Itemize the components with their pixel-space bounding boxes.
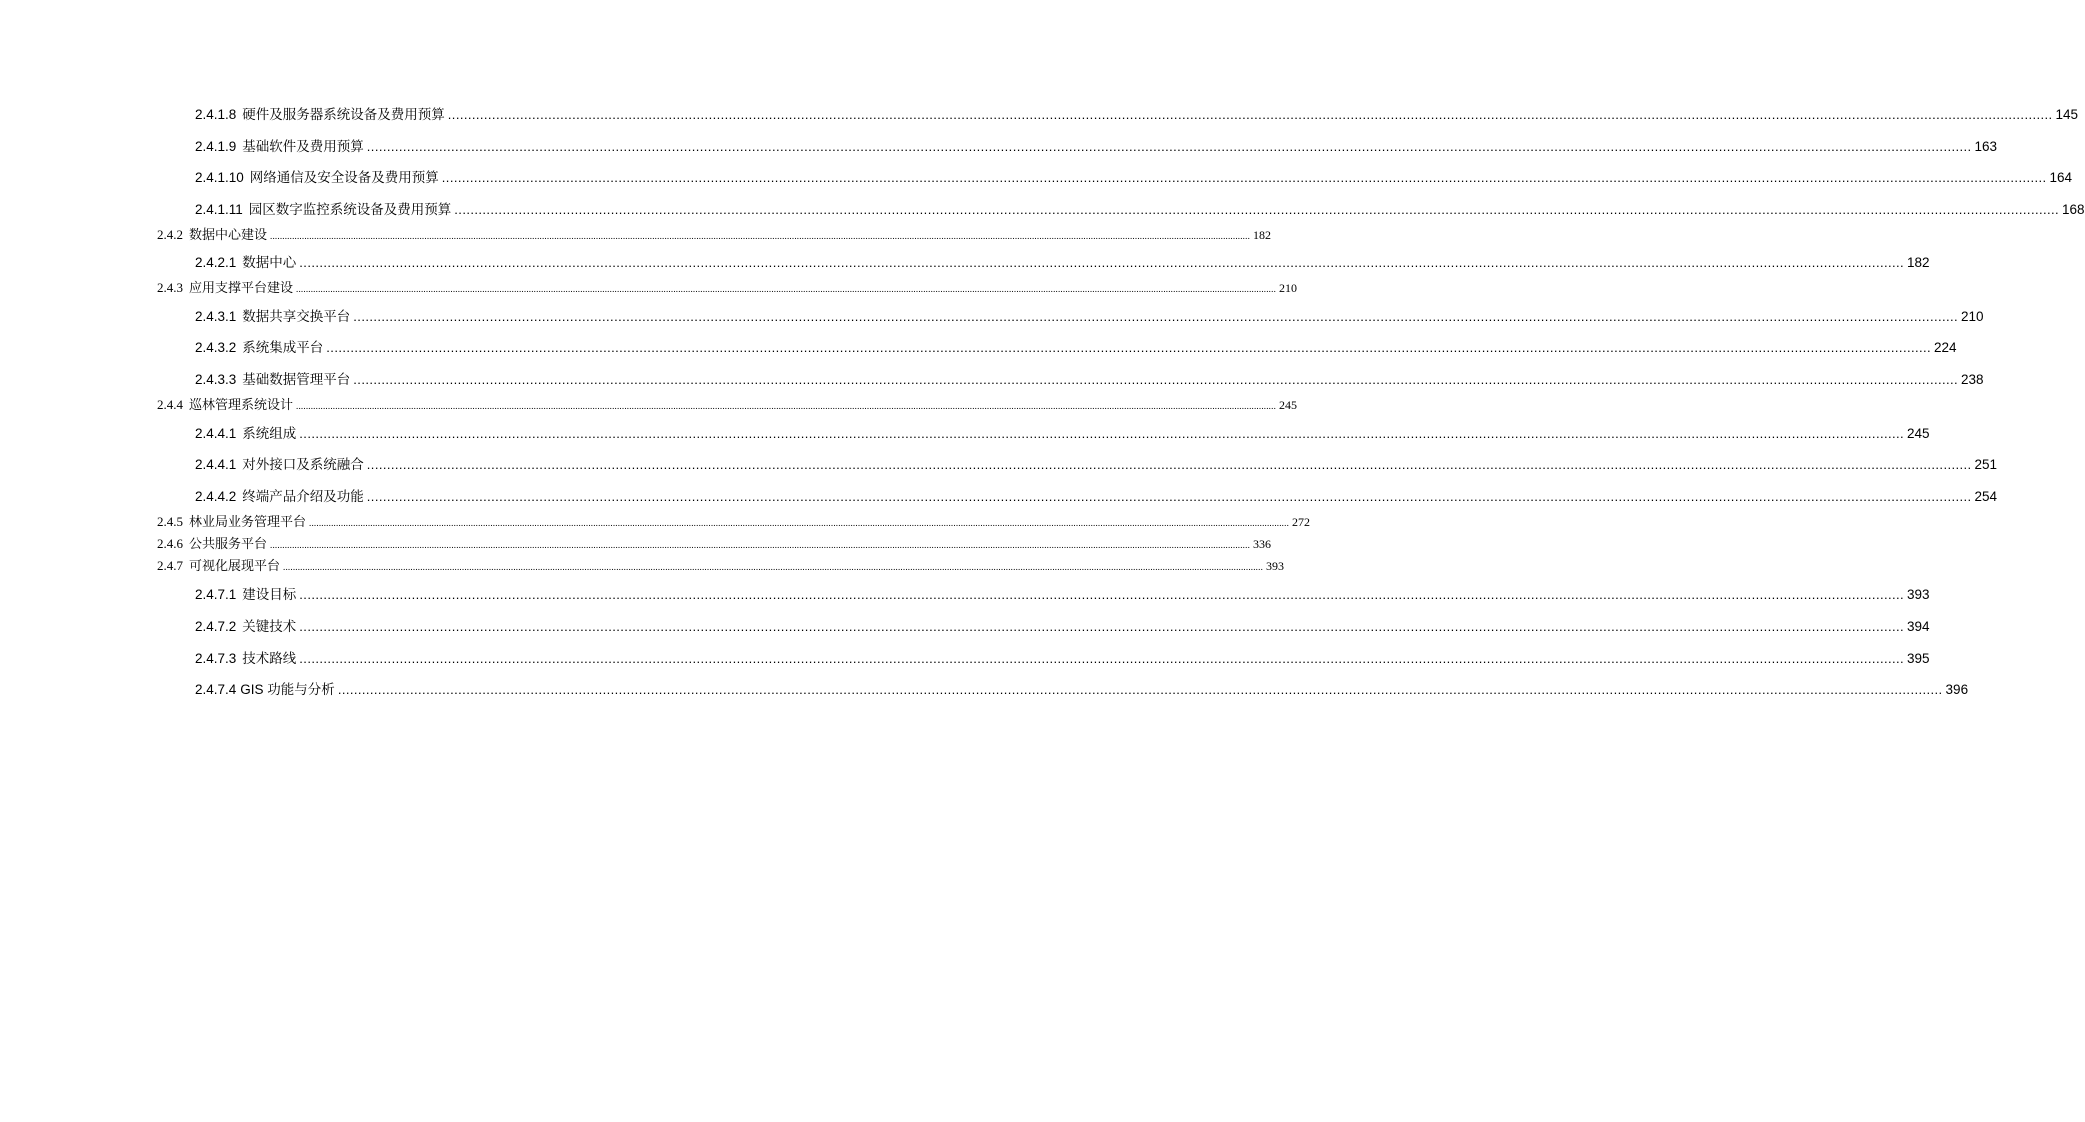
toc-entry[interactable] <box>195 422 1930 442</box>
toc-entry[interactable] <box>157 394 1298 413</box>
toc-entry[interactable] <box>195 678 1969 698</box>
toc-entry-number: 2.4.5 <box>157 514 183 529</box>
toc-entry[interactable] <box>195 198 2085 218</box>
toc-entry-number: 2.4.4.1 <box>195 457 237 472</box>
dot-leader: ................................................................................................................................................................................................................................................................................................................................................................................................................ <box>326 340 1932 355</box>
toc-entry-page: 394 <box>1907 619 1930 634</box>
toc-entry-number: 2.4.3 <box>157 280 183 295</box>
toc-entry-page: 163 <box>1974 139 1998 154</box>
dot-leader: ................................................................................................................................................................................................................................................................................................................................................................................................................ <box>337 682 1943 697</box>
dot-leader: ................................................................................................................................................................................................................................................................................................................................................................................................................ <box>441 170 2047 185</box>
toc-entry-page: 164 <box>2049 170 2073 185</box>
toc-entry-title: 数据共享交换平台 <box>242 309 351 324</box>
toc-entry-page: 251 <box>1974 457 1998 472</box>
toc-entry-title: 公共服务平台 <box>189 536 268 551</box>
toc-entry-number: 2.4.4 <box>157 397 183 412</box>
toc-entry-title: 基础数据管理平台 <box>242 372 351 387</box>
toc-entry-number: 2.4.3.1 <box>195 309 237 324</box>
toc-entry-number: 2.4.7.4 <box>195 682 237 697</box>
toc-entry[interactable] <box>195 647 1930 667</box>
toc-entry-page: 396 <box>1945 682 1969 697</box>
toc-entry[interactable] <box>157 511 1311 530</box>
toc-entry-page: 393 <box>1907 587 1930 602</box>
toc-entry-number: 2.4.4.1 <box>195 426 237 441</box>
toc-entry-title: 硬件及服务器系统设备及费用预算 <box>242 107 445 122</box>
toc-entry[interactable] <box>195 166 2073 186</box>
toc-entry[interactable] <box>195 615 1930 635</box>
toc-entry-number: 2.4.7.3 <box>195 651 237 666</box>
toc-entry-page: 395 <box>1907 651 1930 666</box>
toc-entry[interactable] <box>195 135 1998 155</box>
dot-leader: ................................................................................................................................................................................................................................................................................................................................................................................................................ <box>299 651 1905 666</box>
toc-entry-number: 2.4.1.11 <box>195 202 243 217</box>
toc-entry-page: 245 <box>1279 398 1298 412</box>
toc-entry-title: 可视化展现平台 <box>189 558 281 573</box>
dot-leader: ................................................................................................................................................................................................................................................................................................................................................................................................................ <box>283 562 1264 572</box>
toc-entry-number: 2.4.2 <box>157 227 183 242</box>
toc-entry-number: 2.4.7.1 <box>195 587 237 602</box>
toc-entry[interactable] <box>157 224 1272 243</box>
dot-leader: ................................................................................................................................................................................................................................................................................................................................................................................................................ <box>299 587 1905 602</box>
toc-entry-number: 2.4.7 <box>157 558 183 573</box>
toc-entry-page: 210 <box>1279 281 1298 295</box>
dot-leader: ................................................................................................................................................................................................................................................................................................................................................................................................................ <box>270 231 1251 241</box>
toc-entry-title: 基础软件及费用预算 <box>242 139 364 154</box>
toc-entry[interactable] <box>195 453 1998 473</box>
toc-entry-title: 技术路线 <box>242 651 297 666</box>
toc-entry-page: 210 <box>1961 309 1984 324</box>
toc-entry-number: 2.4.3.3 <box>195 372 237 387</box>
toc-entry[interactable] <box>195 583 1930 603</box>
toc-entry-title: 对外接口及系统融合 <box>242 457 364 472</box>
toc-entry-number: 2.4.6 <box>157 536 183 551</box>
toc-entry[interactable] <box>195 103 2079 123</box>
toc-entry[interactable] <box>157 555 1285 574</box>
toc-entry[interactable] <box>195 305 1984 325</box>
toc-entry-title: 关键技术 <box>242 619 297 634</box>
toc-entry-page: 182 <box>1253 228 1272 242</box>
dot-leader: ................................................................................................................................................................................................................................................................................................................................................................................................................ <box>299 426 1905 441</box>
toc-entry-title: 数据中心建设 <box>189 227 268 242</box>
toc-entry-number: 2.4.7.2 <box>195 619 237 634</box>
dot-leader: ................................................................................................................................................................................................................................................................................................................................................................................................................ <box>366 139 1972 154</box>
dot-leader: ................................................................................................................................................................................................................................................................................................................................................................................................................ <box>366 457 1972 472</box>
dot-leader: ................................................................................................................................................................................................................................................................................................................................................................................................................ <box>353 309 1959 324</box>
toc-entry[interactable] <box>157 277 1298 296</box>
toc-entry-title: 林业局业务管理平台 <box>189 514 307 529</box>
dot-leader: ................................................................................................................................................................................................................................................................................................................................................................................................................ <box>454 202 2060 217</box>
toc-entry-title: 数据中心 <box>242 255 297 270</box>
toc-entry-title: 园区数字监控系统设备及费用预算 <box>248 202 452 217</box>
toc-entry-page: 254 <box>1974 489 1998 504</box>
toc-entry-page: 224 <box>1934 340 1957 355</box>
toc-entry-title: 应用支撑平台建设 <box>189 280 294 295</box>
toc-entry[interactable] <box>195 485 1998 505</box>
toc-entry-page: 238 <box>1961 372 1984 387</box>
toc-entry-number: 2.4.1.10 <box>195 170 244 185</box>
dot-leader: ................................................................................................................................................................................................................................................................................................................................................................................................................ <box>447 107 2053 122</box>
toc-entry-title: 终端产品介绍及功能 <box>242 489 364 504</box>
toc-entry[interactable] <box>195 368 1984 388</box>
toc-entry-page: 168 <box>2062 202 2085 217</box>
dot-leader: ................................................................................................................................................................................................................................................................................................................................................................................................................ <box>270 540 1251 550</box>
toc-entry-page: 393 <box>1266 559 1285 573</box>
toc-entry-number: 2.4.1.8 <box>195 107 237 122</box>
toc-entry[interactable] <box>157 533 1272 552</box>
toc-entry-page: 272 <box>1292 515 1311 529</box>
toc-entry[interactable] <box>195 251 1930 271</box>
toc-entry-page: 336 <box>1253 537 1272 551</box>
dot-leader: ................................................................................................................................................................................................................................................................................................................................................................................................................ <box>296 401 1277 411</box>
toc-entry-page: 182 <box>1907 255 1930 270</box>
toc-entry-title: 网络通信及安全设备及费用预算 <box>249 170 439 185</box>
toc-entry-title: 巡林管理系统设计 <box>189 397 294 412</box>
dot-leader: ................................................................................................................................................................................................................................................................................................................................................................................................................ <box>299 255 1905 270</box>
toc-entry-title: 建设目标 <box>242 587 297 602</box>
dot-leader: ................................................................................................................................................................................................................................................................................................................................................................................................................ <box>366 489 1972 504</box>
dot-leader: ................................................................................................................................................................................................................................................................................................................................................................................................................ <box>353 372 1959 387</box>
toc-entry[interactable] <box>195 336 1957 356</box>
toc-entry-title: 系统组成 <box>242 426 297 441</box>
dot-leader: ................................................................................................................................................................................................................................................................................................................................................................................................................ <box>296 284 1277 294</box>
dot-leader: ................................................................................................................................................................................................................................................................................................................................................................................................................ <box>299 619 1905 634</box>
toc-entry-number: 2.4.3.2 <box>195 340 237 355</box>
toc-entry-title: 系统集成平台 <box>242 340 324 355</box>
toc-entry-title: GIS 功能与分析 <box>240 682 335 697</box>
toc-entry-page: 145 <box>2055 107 2079 122</box>
dot-leader: ................................................................................................................................................................................................................................................................................................................................................................................................................ <box>309 518 1290 528</box>
toc-entry-page: 245 <box>1907 426 1930 441</box>
toc-entry-number: 2.4.2.1 <box>195 255 237 270</box>
toc-entry-number: 2.4.4.2 <box>195 489 237 504</box>
toc-entry-number: 2.4.1.9 <box>195 139 237 154</box>
